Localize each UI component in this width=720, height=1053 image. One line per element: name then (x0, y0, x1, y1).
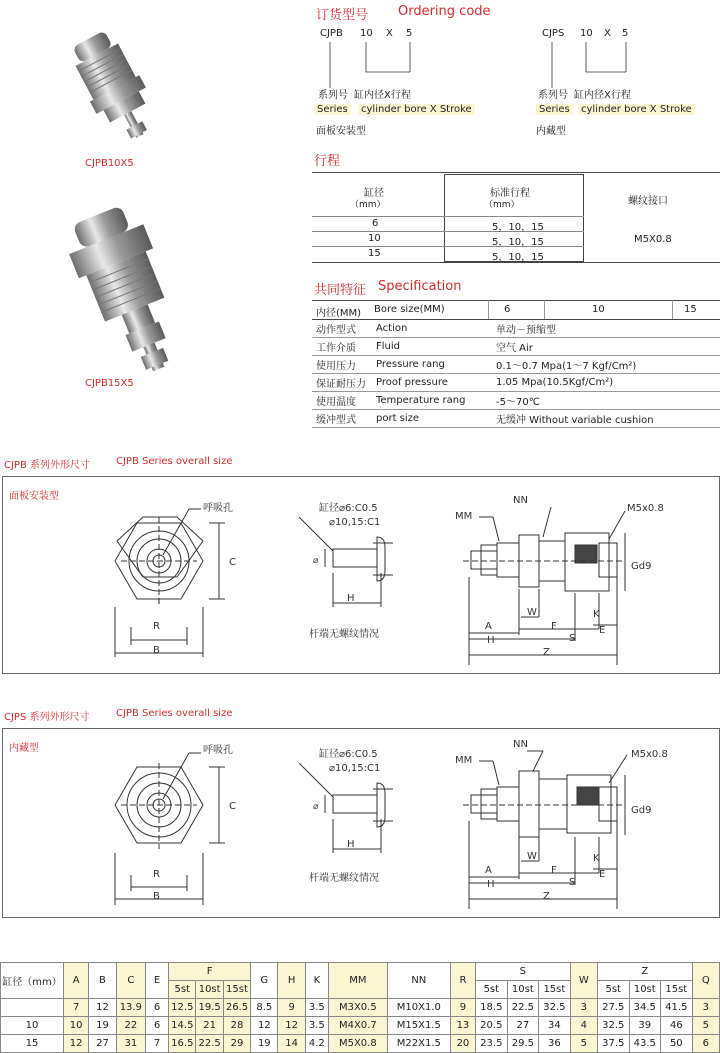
dim-diameter: ⌀ (313, 556, 319, 566)
dim-e: E (599, 625, 606, 636)
spec-cn: 缓冲型式 (312, 410, 372, 428)
breath-hole-label: 呼吸孔 (203, 745, 233, 756)
table-cell: 27 (89, 1035, 116, 1053)
table-cell: M3X0.5 (328, 999, 387, 1017)
dim-k: K (593, 609, 600, 620)
mm-label: MM (455, 511, 473, 522)
table-cell: 26.5 (223, 999, 250, 1017)
table-cell: 7 (146, 1035, 169, 1053)
table-cell: 3.5 (305, 999, 328, 1017)
bore-row: 15 (368, 248, 381, 259)
dim-f: F (551, 865, 557, 876)
m5-label: M5x0.8 (627, 503, 664, 514)
table-cell: 34.5 (629, 999, 661, 1017)
col-nn: NN (387, 963, 450, 999)
bore-header: 缸径 (364, 188, 384, 199)
spec-en: Temperature rang (372, 392, 492, 410)
table-cell: 32.5 (539, 999, 571, 1017)
table-cell: M15X1.5 (387, 1017, 450, 1035)
stroke-row: 5，10，15 (492, 222, 544, 233)
table-cell: 9 (450, 999, 475, 1017)
mount-type-label: 面板安装型 (9, 491, 59, 502)
chamfer-label-1: 缸径⌀6:C0.5 (319, 749, 378, 760)
bore-header: 缸径（mm） (1, 963, 64, 999)
table-row (1, 1017, 720, 1035)
table-cell: M5X0.8 (328, 1035, 387, 1053)
spec-val: 空气 Air (492, 338, 720, 356)
bore-unit: （mm） (350, 200, 386, 210)
bore-code: 10 (360, 28, 373, 39)
dim-diameter: ⌀ (313, 802, 319, 812)
table-cell: 3.5 (305, 1017, 328, 1035)
sub-5st: 5st (169, 981, 196, 999)
spec-en: port size (372, 410, 492, 428)
spec-en: Action (372, 320, 492, 338)
table-cell: 14.5 (169, 1017, 196, 1035)
dim-s: S (569, 877, 576, 888)
dim-c: C (229, 801, 236, 812)
builtin-type-label: 内藏型 (9, 743, 39, 754)
table-cell: M10X1.0 (387, 999, 450, 1017)
spec-row (312, 374, 720, 392)
bore-stroke-label-cn: 缸内径X行程 (354, 90, 411, 101)
table-cell: 50 (661, 1035, 693, 1053)
table-cell: 12.5 (169, 999, 196, 1017)
nn-label: NN (513, 495, 528, 506)
col-s: S (476, 963, 571, 981)
col-b: B (89, 963, 116, 999)
spec-val: 无缓冲 Without variable cushion (492, 410, 720, 428)
col-c: C (116, 963, 145, 999)
spec-en: Proof pressure (372, 374, 492, 392)
table-cell: 18.5 (476, 999, 508, 1017)
dim-b: B (153, 891, 160, 902)
spec-row (312, 392, 720, 410)
table-cell: 19 (89, 1017, 116, 1035)
spec-val: 0.1～0.7 Mpa(1～7 Kgf/Cm²) (492, 356, 720, 374)
table-cell: 22.5 (507, 999, 539, 1017)
table-cell: 36 (539, 1035, 571, 1053)
dim-b: B (153, 645, 160, 656)
dim-z: Z (543, 647, 550, 658)
table-cell: 6 (146, 999, 169, 1017)
table-cell: 19.5 (196, 999, 223, 1017)
product-photo-cjpb10 (60, 20, 200, 160)
product-photo-cjpb15 (55, 200, 215, 390)
cjps-technical-drawing (3, 729, 719, 917)
table-cell: 13 (450, 1017, 475, 1035)
table-cell: 6 (692, 1035, 719, 1053)
table-cell: 31 (116, 1035, 145, 1053)
spec-title-en: Specification (378, 279, 462, 294)
table-cell: 5 (692, 1017, 719, 1035)
std-stroke-unit: （mm） (484, 200, 520, 210)
cjps-heading-en: CJPB Series overall size (116, 708, 233, 719)
dim-h: H (347, 839, 355, 850)
col-k: K (305, 963, 328, 999)
table-cell: 29 (223, 1035, 250, 1053)
table-cell: 28 (223, 1017, 250, 1035)
dim-h: H (487, 879, 495, 890)
stroke-table (312, 172, 720, 264)
header-row (1, 963, 720, 981)
table-cell: 32.5 (597, 1017, 629, 1035)
table-cell: 20 (450, 1035, 475, 1053)
dim-h: H (347, 593, 355, 604)
bore-value: 6 (504, 304, 511, 315)
spec-val: 单动－预缩型 (492, 320, 720, 338)
col-f: F (169, 963, 251, 981)
table-cell: 5 (570, 1035, 597, 1053)
spec-row (312, 338, 720, 356)
col-g: G (251, 963, 278, 999)
col-h: H (278, 963, 305, 999)
ordering-title-en: Ordering code (398, 4, 491, 19)
dim-c: C (229, 557, 236, 568)
dim-f: F (551, 621, 557, 632)
spec-cn: 动作型式 (312, 320, 372, 338)
dim-a: A (485, 865, 492, 876)
col-q: Q (692, 963, 719, 999)
stroke-code: 5 (406, 28, 413, 39)
rod-note: 杆端无螺纹情况 (309, 629, 379, 640)
table-cell: 12 (89, 999, 116, 1017)
dim-k: K (593, 853, 600, 864)
cjpb-technical-drawing (3, 477, 719, 673)
sub-10st: 10st (629, 981, 661, 999)
gd9-label: Gd9 (631, 561, 652, 572)
bore-value: 10 (592, 304, 605, 315)
sub-15st: 15st (223, 981, 250, 999)
spec-en: Fluid (372, 338, 492, 356)
table-cell: 10 (64, 1017, 89, 1035)
chamfer-label-2: ⌀10,15:C1 (329, 517, 381, 528)
spec-cn: 工作介质 (312, 338, 372, 356)
spec-val: -5～70℃ (492, 392, 720, 410)
stroke-title: 行程 (314, 154, 341, 169)
gd9-label: Gd9 (631, 805, 652, 816)
bore-stroke-label-en: cylinder bore X Stroke (358, 104, 475, 115)
dim-w: W (527, 851, 537, 862)
table-cell: 16.5 (169, 1035, 196, 1053)
series-label-en: Series (536, 104, 573, 115)
table-cell: 15 (1, 1035, 64, 1053)
table-cell: 8.5 (251, 999, 278, 1017)
dim-h: H (487, 635, 495, 646)
spec-val: 1.05 Mpa(10.5Kgf/Cm²) (492, 374, 720, 392)
port-value: M5X0.8 (634, 234, 672, 245)
stroke-row: 5，10，15 (492, 237, 544, 248)
bore-label-en: Bore size(MM) (374, 304, 445, 315)
table-cell: 39 (629, 1017, 661, 1035)
table-cell: M22X1.5 (387, 1035, 450, 1053)
ordering-title-cn: 订货型号 (316, 8, 369, 23)
table-cell: 23.5 (476, 1035, 508, 1053)
cjpb-drawing-panel (2, 476, 720, 674)
table-row (1, 999, 720, 1017)
col-e: E (146, 963, 169, 999)
spec-row (312, 320, 720, 338)
stroke-code: 5 (622, 28, 629, 39)
model-code: CJPB (320, 28, 343, 39)
table-cell: 43.5 (629, 1035, 661, 1053)
cjpb-heading-en: CJPB Series overall size (116, 456, 233, 467)
table-row (1, 1035, 720, 1053)
table-cell: 7 (64, 999, 89, 1017)
table-cell: M4X0.7 (328, 1017, 387, 1035)
table-cell: 46 (661, 1017, 693, 1035)
spec-title-cn: 共同特征 (314, 283, 367, 298)
table-cell: 3 (570, 999, 597, 1017)
cjps-heading-cn: CJPS 系列外形尺寸 (4, 712, 90, 723)
table-cell: 29.5 (507, 1035, 539, 1053)
table-cell: 20.5 (476, 1017, 508, 1035)
col-r: R (450, 963, 475, 999)
dim-r: R (153, 621, 160, 632)
col-a: A (64, 963, 89, 999)
cjpb-heading-cn: CJPB 系列外形尺寸 (4, 460, 91, 471)
model-code: CJPS (542, 28, 565, 39)
bore-row: 6 (372, 218, 379, 229)
bore-stroke-label-en: cylinder bore X Stroke (578, 104, 695, 115)
stroke-row: 5，10，15 (492, 252, 544, 263)
bore-row: 10 (368, 233, 381, 244)
table-cell: 19 (251, 1035, 278, 1053)
dim-r: R (153, 869, 160, 880)
spec-row (312, 356, 720, 374)
series-label-en: Series (314, 104, 351, 115)
nn-label: NN (513, 739, 528, 750)
table-cell (1, 999, 64, 1017)
product-label-bottom: CJPB15X5 (85, 378, 134, 389)
table-cell: 34 (539, 1017, 571, 1035)
spec-cn: 使用压力 (312, 356, 372, 374)
type-label: 面板安装型 (316, 126, 366, 137)
bore-stroke-label-cn: 缸内径X行程 (574, 90, 631, 101)
series-label-cn: 系列号 (538, 90, 568, 101)
dim-w: W (527, 607, 537, 618)
x-mark: X (604, 28, 611, 39)
table-cell: 4 (570, 1017, 597, 1035)
dimension-table (0, 962, 720, 1053)
table-cell: 12 (251, 1017, 278, 1035)
dim-s: S (569, 633, 576, 644)
bore-label-cn: 内径(MM) (316, 308, 362, 319)
bore-value: 15 (684, 304, 697, 315)
series-label-cn: 系列号 (318, 90, 348, 101)
spec-cn: 保证耐压力 (312, 374, 372, 392)
table-cell: 37.5 (597, 1035, 629, 1053)
spec-en: Pressure rang (372, 356, 492, 374)
table-cell: 3 (692, 999, 719, 1017)
table-cell: 12 (64, 1035, 89, 1053)
chamfer-label-2: ⌀10,15:C1 (329, 763, 381, 774)
bore-code: 10 (580, 28, 593, 39)
table-cell: 10 (1, 1017, 64, 1035)
col-z: Z (597, 963, 692, 981)
table-cell: 22.5 (196, 1035, 223, 1053)
dim-z: Z (543, 891, 550, 902)
col-w: W (570, 963, 597, 999)
dim-e: E (599, 869, 606, 880)
sub-10st: 10st (507, 981, 539, 999)
spec-row (312, 410, 720, 428)
port-header: 螺纹接口 (628, 196, 668, 207)
sub-15st: 15st (661, 981, 693, 999)
x-mark: X (386, 28, 393, 39)
ordering-left (314, 28, 514, 138)
table-cell: 12 (278, 1017, 305, 1035)
table-cell: 4.2 (305, 1035, 328, 1053)
col-mm: MM (328, 963, 387, 999)
table-cell: 21 (196, 1017, 223, 1035)
sub-5st: 5st (597, 981, 629, 999)
rod-note: 杆端无螺纹情况 (309, 873, 379, 884)
std-stroke-header: 标准行程 (490, 188, 530, 199)
table-cell: 9 (278, 999, 305, 1017)
product-label-top: CJPB10X5 (85, 158, 134, 169)
sub-15st: 15st (539, 981, 571, 999)
ordering-right (536, 28, 720, 138)
breath-hole-label: 呼吸孔 (203, 503, 233, 514)
table-cell: 41.5 (661, 999, 693, 1017)
table-cell: 27 (507, 1017, 539, 1035)
sub-10st: 10st (196, 981, 223, 999)
spec-cn: 使用温度 (312, 392, 372, 410)
dim-a: A (485, 621, 492, 632)
table-cell: 22 (116, 1017, 145, 1035)
table-cell: 27.5 (597, 999, 629, 1017)
chamfer-label-1: 缸径⌀6:C0.5 (319, 503, 378, 514)
type-label: 内藏型 (536, 126, 566, 137)
table-cell: 14 (278, 1035, 305, 1053)
mm-label: MM (455, 755, 473, 766)
cjps-drawing-panel (2, 728, 720, 918)
table-cell: 13.9 (116, 999, 145, 1017)
sub-5st: 5st (476, 981, 508, 999)
m5-label: M5x0.8 (631, 749, 668, 760)
table-cell: 6 (146, 1017, 169, 1035)
